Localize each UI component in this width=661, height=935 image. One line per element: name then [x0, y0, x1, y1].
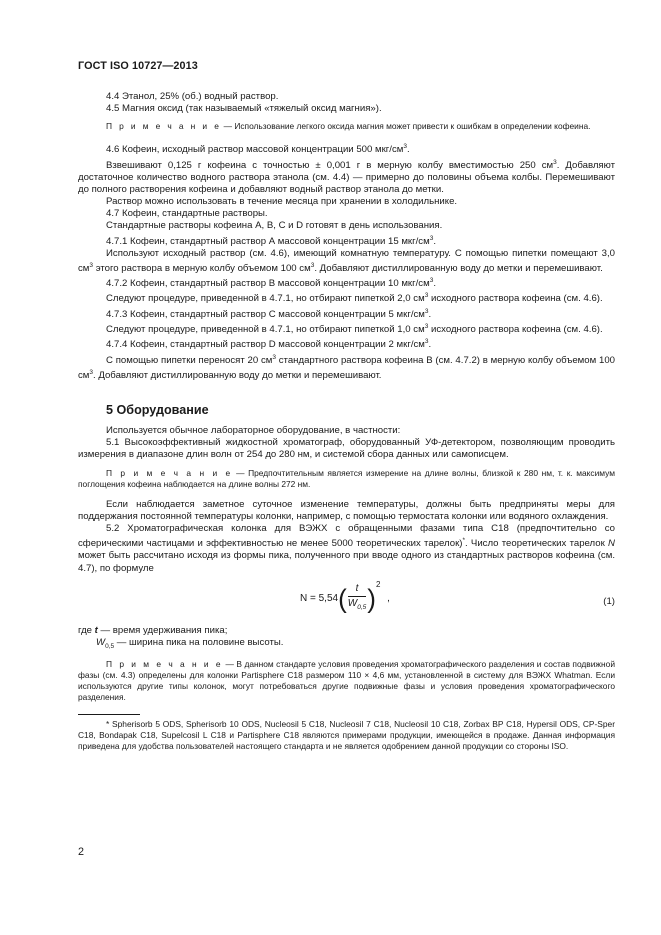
text: Следуют процедуре, приведенной в 4.7.1, но отбирают пипеткой 2,0 см — [106, 293, 425, 305]
where-w — [78, 637, 615, 653]
page-number: 2 — [78, 846, 85, 858]
text: Взвешивают 0,125 г кофеина с точностью ± 0,001 г в мерную колбу вместимостью 250 см — [106, 159, 554, 171]
sup: 3 — [89, 261, 94, 269]
para-temperature: Если наблюдается заметное суточное изменение температуры, должны быть предприняты меры для поддержания постоянной температуры колонки, например, с помощью термостата колонки или водяного охлаждения. — [78, 498, 615, 523]
text: С помощью пипетки переносят 20 см — [106, 354, 273, 366]
text: Следуют процедуре, приведенной в 4.7.1, но отбирают пипеткой 1,0 см — [106, 324, 425, 336]
sup: 3 — [553, 158, 557, 166]
subscript: 0,5 — [105, 642, 115, 650]
where-lead: где — [78, 624, 95, 636]
para-4-7-3-text — [78, 321, 615, 336]
document-page — [78, 60, 615, 752]
sup: 3 — [89, 368, 94, 376]
text: исходного раствора кофеина (см. 4.6). — [428, 324, 603, 336]
formula-lhs: N = 5,54 — [300, 592, 339, 604]
para-4-4: 4.4 Этанол, 25% (об.) водный раствор. — [106, 91, 279, 103]
footnote-divider — [78, 714, 140, 715]
text: — ширина пика на половине высоты. — [114, 636, 284, 648]
note-magnesium — [78, 121, 615, 132]
note-label: П р и м е ч а н и е — [106, 658, 223, 669]
sup: 3 — [429, 277, 434, 285]
standard-header: ГОСТ ISO 10727—2013 — [78, 60, 198, 72]
footnote-text: Spherisorb 5 ODS, Spherisorb 10 ODS, Nucleosil 5 C18, Nucleosil 7 C18, Nucleosil 10 C18, Zorbax BP C18, Hypersil ODS, CP-Sper C18, Bondapak C18, Supelcosil L C18 и Partisphere C18 являются примерами продукции, имеющейся в продаже. Данная информация приведена для удобства пользователей настоящего стандарта и не является одобрением данной продукции со стороны ISO. — [78, 718, 615, 751]
para-4-7-2-title — [78, 275, 615, 290]
text: . — [433, 278, 436, 290]
fraction-numerator: t — [348, 583, 367, 597]
text: . Добавляют достаточное количество водного раствора этанола (см. 4.4) — примерно до половины объема колбы. Перемешивают до полного растворения кофеина и добавляют водный раствор этанола до метки. — [78, 159, 615, 196]
note-label: П р и м е ч а н и е — [106, 467, 233, 478]
para-4-6-weigh — [78, 157, 615, 196]
para-4-7-title: 4.7 Кофеин, стандартные растворы. — [106, 208, 268, 220]
formula-power: 2 — [375, 579, 381, 589]
paren-left: ( — [338, 583, 347, 614]
text: 4.7.1 Кофеин, стандартный раствор А массовой концентрации 15 мкг/см — [106, 235, 430, 247]
para-4-6-store: Раствор можно использовать в течение месяца при хранении в холодильнике. — [106, 196, 458, 208]
text: — время удерживания пика; — [97, 624, 228, 636]
para-5-intro: Используется обычное лабораторное оборудование, в частности: — [106, 425, 401, 437]
sup: 3 — [424, 323, 429, 331]
formula-number: (1) — [603, 595, 615, 607]
note-column — [78, 659, 615, 704]
text: . — [428, 308, 432, 320]
note-label: П р и м е ч а н и е — [106, 121, 222, 132]
para-4-7-4-text — [78, 352, 615, 383]
sup: 3 — [272, 353, 276, 361]
sup: 3 — [403, 143, 407, 151]
subscript: 0,5 — [357, 603, 367, 611]
symbol-t: t — [94, 624, 98, 636]
symbol-w: W — [96, 636, 106, 648]
para-4-5: 4.5 Магния оксид (так называемый «тяжелый оксид магния»). — [106, 103, 382, 115]
note-text: — В данном стандарте условия проведения хроматографического разделения и состав подвижной фазы (см. 4.3) определены для колонки Partisphere C18 размером 110 × 4,6 мм, установленной в систему для ВЭЖХ Whatman. Если используются другие типы колонок, могут потребоваться другие подвижные фазы и условия проведения хроматографического разделения. — [78, 658, 615, 703]
sup: 3 — [424, 292, 429, 300]
para-4-7-1-title — [78, 233, 615, 248]
para-4-7-4-title — [78, 336, 615, 351]
note-text: — Предпочтительным является измерение на длине волны, близкой к 280 нм, т. к. максимум поглощения кофеина наблюдается на длине волны 272 нм. — [78, 467, 616, 489]
text: 4.7.4 Кофеин, стандартный раствор D массовой концентрации 2 мкг/см — [106, 339, 425, 351]
text: . Добавляют дистиллированную воду до метки и перемешивают. — [93, 370, 382, 382]
text: . — [406, 144, 410, 156]
text: . — [433, 235, 436, 247]
formula-comma: , — [387, 592, 390, 604]
section-heading-equipment: 5 Оборудование — [106, 403, 209, 418]
where-t — [78, 625, 615, 637]
sup: 3 — [424, 338, 429, 346]
para-5-1: 5.1 Высокоэффективный жидкостной хроматограф, оборудованный УФ-детектором, позволяющим проводить измерения в диапазоне длин волн от 254 до 280 нм, и системой сбора данных или самописцем. — [78, 437, 615, 461]
footnote-ref: * — [462, 537, 465, 545]
note-text: — Использование легкого оксида магния может привести к ошибкам в определении кофеина. — [221, 121, 591, 132]
symbol-w: W — [347, 597, 358, 609]
formula-expression — [300, 579, 390, 614]
symbol-n: N — [608, 538, 615, 550]
paren-right: ) — [367, 583, 376, 614]
para-4-7-3-title — [78, 306, 615, 321]
fraction — [348, 583, 367, 614]
sup: 3 — [310, 261, 315, 269]
para-5-2 — [78, 523, 615, 575]
text: стандартного раствора кофеина В (см. 4.7.2) в мерную колбу объемом 100 см — [78, 354, 615, 382]
footnote — [78, 719, 615, 753]
formula-1 — [78, 581, 615, 625]
text: 4.6 Кофеин, исходный раствор массовой концентрации 500 мкг/см — [106, 144, 404, 156]
para-4-7-intro: Стандартные растворы кофеина A, B, C и D готовят в день использования. — [106, 220, 443, 232]
para-4-7-1-text — [78, 248, 615, 275]
para-4-7-2-text — [78, 290, 615, 305]
text: . Добавляют дистиллированную воду до метки и перемешивают. — [314, 263, 603, 275]
text: 5.2 Хроматографическая колонка для ВЭЖХ с обращенными фазами типа С18 (предпочтительно со сферическими частицами и эффективностью не менее 5000 теоретических тарелок) — [78, 523, 615, 550]
text: Используют исходный раствор (см. 4.6), имеющий комнатную температуру. С помощью пипетки помещают 3,0 см — [78, 247, 615, 275]
para-4-6-title — [78, 141, 615, 156]
text: 4.7.3 Кофеин, стандартный раствор С массовой концентрации 5 мкг/см — [106, 308, 425, 320]
text: . — [428, 339, 432, 351]
sup: 3 — [429, 234, 434, 242]
note-wavelength — [78, 468, 615, 490]
text: может быть рассчитано исходя из формы пика, полученного при вводе одного из стандартных растворов кофеина (см. 4.7), по формуле — [78, 550, 615, 574]
text: 4.7.2 Кофеин, стандартный раствор В массовой концентрации 10 мкг/см — [106, 278, 430, 290]
text: исходного раствора кофеина (см. 4.6). — [428, 293, 603, 305]
sup: 3 — [424, 307, 429, 315]
text: . Число теоретических тарелок — [465, 538, 609, 550]
text: этого раствора в мерную колбу объемом 100 см — [93, 263, 311, 275]
footnote-mark: * — [106, 718, 110, 729]
fraction-denominator — [348, 597, 367, 614]
